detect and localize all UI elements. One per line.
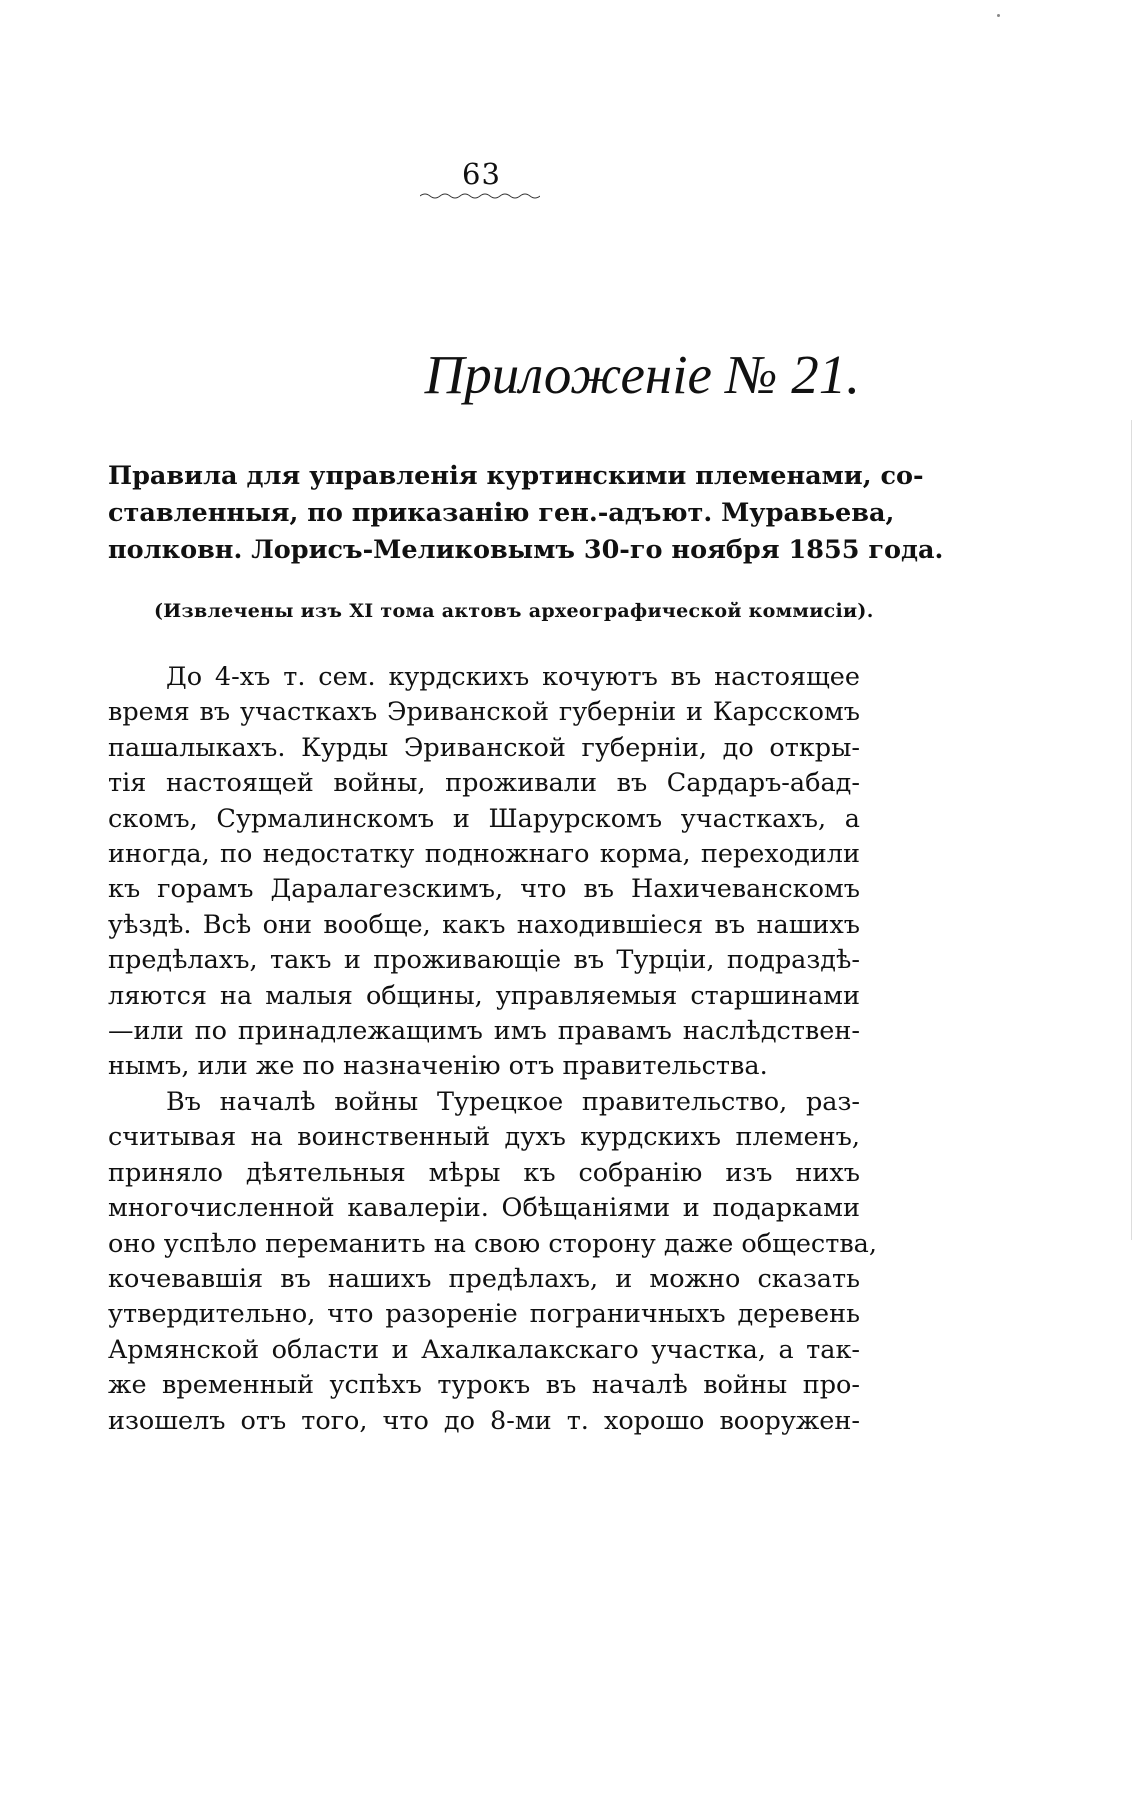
paragraph-1-line: ляются на малыя общины, управляемыя старшинами bbox=[108, 980, 860, 1011]
paragraph-2-line: Армянской области и Ахалкалакскаго участка, а так- bbox=[108, 1334, 860, 1365]
paragraph-1-line: нымъ, или же по назначенію отъ правительства. bbox=[108, 1051, 768, 1082]
page-number-ornament bbox=[420, 192, 540, 200]
paragraph-2-line: Въ началѣ войны Турецкое правительство, раз- bbox=[166, 1086, 860, 1117]
source-note: (Извлечены изъ XI тома актовъ археографической коммисіи). bbox=[154, 600, 874, 622]
paragraph-1-line: До 4-хъ т. сем. курдскихъ кочуютъ въ настоящее bbox=[166, 662, 860, 692]
paragraph-1-line: скомъ, Сурмалинскомъ и Шарурскомъ участкахъ, а bbox=[108, 803, 860, 834]
paragraph-2-line: изошелъ отъ того, что до 8-ми т. хорошо вооружен- bbox=[108, 1405, 860, 1436]
page-number: 63 bbox=[462, 157, 501, 191]
body-text bbox=[108, 660, 877, 1439]
paragraph-2-line: утвердительно, что разореніе пограничныхъ деревень bbox=[108, 1299, 860, 1330]
appendix-title: Приложеніе № 21. bbox=[424, 344, 860, 405]
paragraph-1-line: время въ участкахъ Эриванской губерніи и Карсскомъ bbox=[108, 697, 860, 728]
paragraph-2-line: многочисленной кавалеріи. Обѣщаніями и подарками bbox=[108, 1193, 860, 1224]
scan-speck bbox=[997, 14, 1000, 17]
paragraph-2-line: считывая на воинственный духъ курдскихъ племенъ, bbox=[108, 1122, 860, 1153]
paragraph-1-line: пашалыкахъ. Курды Эриванской губерніи, до откры- bbox=[108, 732, 860, 763]
paragraph-1-line: къ горамъ Даралагезскимъ, что въ Нахичеванскомъ bbox=[108, 874, 860, 905]
paragraph-2-line: кочевавшія въ нашихъ предѣлахъ, и можно сказать bbox=[108, 1263, 860, 1294]
paragraph-2-line: оно успѣло переманить на свою сторону даже общества, bbox=[108, 1228, 877, 1259]
paragraph-2-line: приняло дѣятельныя мѣры къ собранію изъ нихъ bbox=[108, 1157, 860, 1188]
document-heading bbox=[108, 458, 944, 569]
scan-margin-line bbox=[1131, 420, 1132, 1240]
heading-line: полковн. Лорисъ-Меликовымъ 30-го ноября 1855 года. bbox=[108, 535, 944, 565]
paragraph-1-line: тія настоящей войны, проживали въ Сардаръ-абад- bbox=[108, 768, 860, 799]
heading-line: Правила для управленія куртинскими племенами, со- bbox=[108, 461, 924, 491]
paragraph-1-line: —или по принадлежащимъ имъ правамъ наслѣдствен- bbox=[108, 1016, 860, 1047]
paragraph-1-line: иногда, по недостатку подножнаго корма, переходили bbox=[108, 839, 860, 870]
paragraph-2-line: же временный успѣхъ турокъ въ началѣ войны про- bbox=[108, 1370, 860, 1401]
paragraph-1-line: предѣлахъ, такъ и проживающіе въ Турціи, подраздѣ- bbox=[108, 945, 860, 976]
heading-line: ставленныя, по приказанію ген.-адъют. Муравьева, bbox=[108, 498, 895, 528]
paragraph-1-line: уѣздѣ. Всѣ они вообще, какъ находившіеся въ нашихъ bbox=[108, 909, 860, 940]
